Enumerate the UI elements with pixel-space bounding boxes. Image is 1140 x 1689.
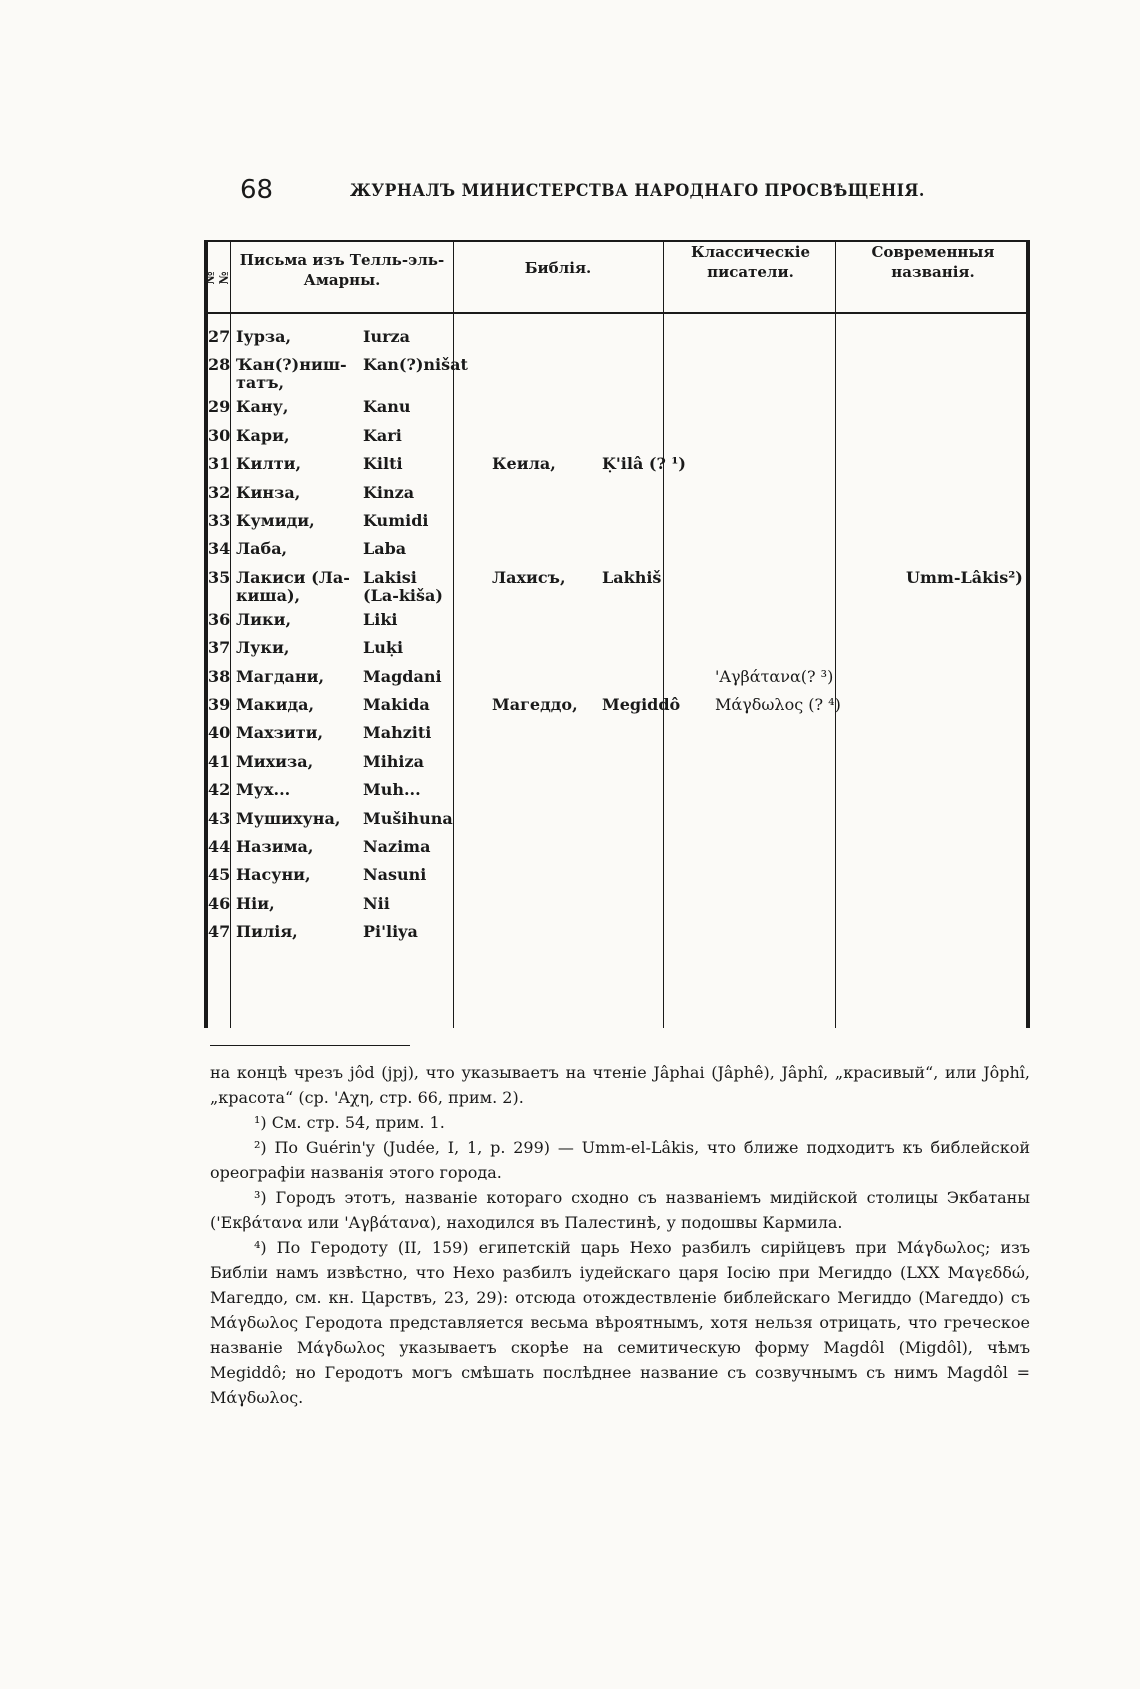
header-bible: Библія. xyxy=(524,259,592,277)
cell-n: 28 xyxy=(208,355,231,375)
cell-ru: Ҡан(?)ниш-татъ, xyxy=(236,355,347,393)
cell-cls: 'Αγβάτανα(? ³) xyxy=(715,666,834,686)
cell-n: 41 xyxy=(208,751,231,771)
cell-n: 39 xyxy=(208,695,231,714)
cell-n: 47 xyxy=(208,922,231,942)
cell-ru: Кану, xyxy=(236,397,289,417)
running-title: ЖУРНАЛЪ МИНИСТЕРСТВА НАРОДНАГО ПРОСВѢЩЕНІЯ. xyxy=(350,181,925,201)
cell-n: 42 xyxy=(208,780,231,800)
cell-n: 32 xyxy=(208,482,231,502)
cell-lat: Nasuni xyxy=(363,865,427,885)
names-table xyxy=(204,240,1030,1028)
cell-ru: Макида, xyxy=(236,695,315,714)
cell-lat: Luḳi xyxy=(363,638,404,658)
cell-n: 43 xyxy=(208,808,231,828)
cell-ru: Махзити, xyxy=(236,723,324,743)
cell-lat: Kumidi xyxy=(363,511,429,530)
cell-n: 31 xyxy=(208,454,231,474)
header-classics: Классическіе писатели. xyxy=(690,243,811,281)
cell-ru: Іурза, xyxy=(236,327,292,346)
cell-ru: Магдани, xyxy=(236,666,325,686)
cell-ru: Кумиди, xyxy=(236,511,315,530)
cell-lat: Mahziti xyxy=(363,723,432,743)
footnotes xyxy=(210,1060,1030,1410)
cell-lat: Liki xyxy=(363,609,398,629)
cell-blat: Lakhiš xyxy=(602,567,662,587)
cell-ru: Назима, xyxy=(236,837,314,856)
cell-n: 27 xyxy=(208,327,231,346)
cell-blat: Ḳ'ilâ (? ¹) xyxy=(602,454,686,474)
cell-n: 35 xyxy=(208,567,231,587)
cell-n: 44 xyxy=(208,837,231,856)
footnote-4: ⁴) По Геродоту (II, 159) египетскій царь Нехо разбилъ сирійцевъ при Μάγδωλος; изъ Библіи намъ извѣстно, что Нехо разбилъ іудейскаго царя Іосію при Мегиддо (LXX Μαγεδδώ, Магеддо, см. кн. Царствъ, 23, 29): отсюда отождествленіе библейскаго Мегиддо (Магеддо) съ Μάγδωλος Геродота представляется весьма вѣроятнымъ, хотя нельзя отрицать, что греческое названіе Μάγδωλος указываетъ скорѣе на семитическую форму Magdôl (Migdôl), чѣмъ Megiddô; но Геродотъ могъ смѣшать послѣднее название съ созвучнымъ съ нимъ Magdôl = Μάγδωλος. xyxy=(210,1238,1030,1407)
header-num: №№ xyxy=(203,271,231,285)
cell-n: 34 xyxy=(208,539,231,559)
cell-n: 29 xyxy=(208,397,231,417)
cell-lat: Kinza xyxy=(363,482,415,502)
cell-ru: Лакиси (Ла-киша), xyxy=(236,567,350,605)
header-modern: Современныя названія. xyxy=(871,243,995,281)
cell-lat: Pi'liya xyxy=(363,922,418,942)
cell-mod: Umm-Lâkis²) xyxy=(906,567,1023,587)
cell-ru: Насуни, xyxy=(236,865,311,885)
cell-bru: Лахисъ, xyxy=(492,567,566,587)
cell-lat: Lakisi (La-kiša) xyxy=(363,567,443,605)
cell-ru: Лики, xyxy=(236,609,292,629)
cell-lat: Mihiza xyxy=(363,751,424,771)
cell-lat: Mušihuna xyxy=(363,808,453,828)
cell-n: 37 xyxy=(208,638,231,658)
cell-blat: Megiddô xyxy=(602,695,681,714)
cell-lat: Kari xyxy=(363,425,402,445)
page-number: 68 xyxy=(240,175,274,205)
cell-ru: Луки, xyxy=(236,638,290,658)
cell-ru: Лаба, xyxy=(236,539,288,559)
cell-lat: Kan(?)nišat xyxy=(363,355,468,375)
cell-bru: Магеддо, xyxy=(492,695,578,714)
cell-bru: Кеила, xyxy=(492,454,556,474)
cell-ru: Мушихуна, xyxy=(236,808,341,828)
cell-lat: Nii xyxy=(363,893,390,913)
cell-lat: Makida xyxy=(363,695,430,714)
footnote-continuation: на концѣ чрезъ jôd (jpj), что указываетъ на чтеніе Jâphai (Jâphê), Jâphî, „красивый“, или Jôphî, „красота“ (ср. 'Αχη, стр. 66, прим. 2). xyxy=(210,1063,1030,1107)
header-amarna: Письма изъ Телль-эль-Амарны. xyxy=(239,251,445,289)
cell-n: 45 xyxy=(208,865,231,885)
cell-n: 40 xyxy=(208,723,231,743)
cell-ru: Пилія, xyxy=(236,922,298,942)
cell-ru: Килти, xyxy=(236,454,302,474)
cell-n: 33 xyxy=(208,511,231,530)
cell-ru: Михиза, xyxy=(236,751,314,771)
cell-lat: Magdani xyxy=(363,666,442,686)
cell-lat: Iurza xyxy=(363,327,410,346)
cell-lat: Kilti xyxy=(363,454,403,474)
cell-lat: Nazima xyxy=(363,837,431,856)
cell-lat: Laba xyxy=(363,539,407,559)
cell-ru: Ніи, xyxy=(236,893,275,913)
cell-n: 46 xyxy=(208,893,231,913)
cell-ru: Мух... xyxy=(236,780,291,800)
footnote-rule xyxy=(210,1045,410,1046)
cell-n: 30 xyxy=(208,425,231,445)
cell-n: 38 xyxy=(208,666,231,686)
cell-lat: Kanu xyxy=(363,397,411,417)
footnote-1: ¹) См. стр. 54, прим. 1. xyxy=(254,1113,445,1132)
footnote-3: ³) Городъ этотъ, названіе котораго сходно съ названіемъ мидійской столицы Экбатаны ('Εκβάτανα или 'Αγβάτανα), находился въ Палестинѣ, у подошвы Кармила. xyxy=(210,1188,1030,1232)
cell-ru: Кинза, xyxy=(236,482,301,502)
footnote-2: ²) По Guérin'y (Judée, I, 1, p. 299) — Umm-el-Lâkis, что ближе подходитъ къ библейской ореографіи названія этого города. xyxy=(210,1138,1030,1182)
cell-n: 36 xyxy=(208,609,231,629)
cell-cls: Μάγδωλος (? ⁴) xyxy=(715,695,841,714)
cell-ru: Кари, xyxy=(236,425,290,445)
cell-lat: Muh... xyxy=(363,780,421,800)
